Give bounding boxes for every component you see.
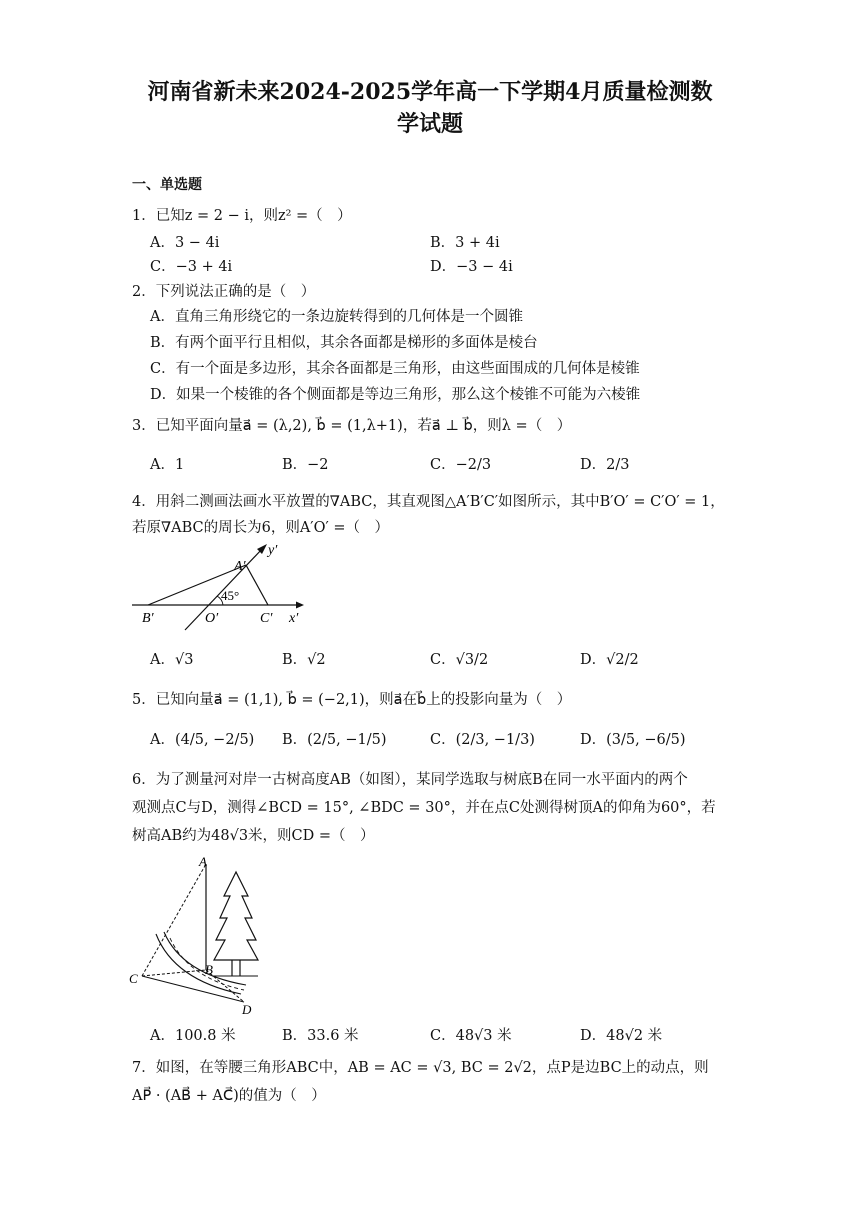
label-a: A′ xyxy=(234,559,246,574)
q1-option-c: C．−3 + 4i xyxy=(150,259,233,275)
label-c: C xyxy=(129,971,138,986)
q5-option-c: C．(2/3, −1/3) xyxy=(430,732,535,748)
q6-stem-line3: 树高AB约为48√3米，则CD =（ ） xyxy=(132,828,375,844)
q7-stem-line1: 7．如图，在等腰三角形ABC中，AB = AC = √3, BC = 2√2，点P是边BC上的动点，则 xyxy=(132,1060,709,1076)
label-d: D xyxy=(242,1002,252,1017)
x-axis-arrow xyxy=(296,602,304,609)
doc-title-line1: 河南省新未来2024-2025学年高一下学期4月质量检测数 xyxy=(147,79,713,105)
q2-option-b: B．有两个面平行且相似，其余各面都是梯形的多面体是棱台 xyxy=(150,335,538,351)
section-heading: 一、单选题 xyxy=(132,177,202,193)
label-y: y′ xyxy=(268,543,278,558)
label-c: C′ xyxy=(260,611,273,626)
q5-stem: 5．已知向量a⃗ = (1,1), b⃗ = (−2,1)，则a⃗在b⃗上的投影向量为（ ） xyxy=(132,692,572,708)
river-bank-1 xyxy=(156,934,241,994)
q6-option-d: D．48√2 米 xyxy=(580,1028,663,1044)
q3-option-a: A．1 xyxy=(150,457,185,473)
q3-option-b: B．−2 xyxy=(282,457,329,473)
q1-option-a: A．3 − 4i xyxy=(150,235,220,251)
label-a: A xyxy=(199,854,207,869)
q4-figure xyxy=(128,540,308,635)
river-bank-2 xyxy=(164,932,246,985)
sight-line-c-a xyxy=(142,864,206,976)
q2-option-d: D．如果一个棱锥的各个侧面都是等边三角形，那么这个棱锥不可能为六棱锥 xyxy=(150,387,641,403)
q1-stem: 1．已知z = 2 − i，则z² =（ ） xyxy=(132,208,352,224)
label-b: B′ xyxy=(142,611,154,626)
q4-option-b: B．√2 xyxy=(282,652,326,668)
q4-option-a: A．√3 xyxy=(150,652,194,668)
q2-stem: 2．下列说法正确的是（ ） xyxy=(132,284,316,300)
q5-option-a: A．(4/5, −2/5) xyxy=(150,732,255,748)
label-angle: 45° xyxy=(221,588,240,603)
doc-title-line2: 学试题 xyxy=(396,111,463,137)
q3-option-d: D．2/3 xyxy=(580,457,630,473)
q3-stem: 3．已知平面向量a⃗ = (λ,2), b⃗ = (1,λ+1)，若a⃗ ⊥ b⃗，则λ =（ ） xyxy=(132,418,572,434)
q2-option-c: C．有一个面是多边形，其余各面都是三角形，由这些面围成的几何体是棱锥 xyxy=(150,361,640,377)
segment-a-c xyxy=(246,565,268,605)
q4-stem-line2: 若原∇ABC的周长为6，则A′O′ =（ ） xyxy=(132,520,390,536)
line-c-d xyxy=(142,976,244,1002)
q4-stem-line1: 4．用斜二测画法画水平放置的∇ABC，其直观图△A′B′C′如图所示，其中B′O′ = C′O′ = 1， xyxy=(132,494,725,510)
q5-option-d: D．(3/5, −6/5) xyxy=(580,732,686,748)
q6-stem-line1: 6．为了测量河对岸一古树高度AB（如图），某同学选取与树底B在同一水平面内的两个 xyxy=(132,772,688,788)
q6-option-c: C．48√3 米 xyxy=(430,1028,512,1044)
sight-line-c-b xyxy=(142,970,206,976)
q1-option-b: B．3 + 4i xyxy=(430,235,500,251)
label-o: O′ xyxy=(205,611,219,626)
q7-stem-line2: AP⃗ · (AB⃗ + AC⃗)的值为（ ） xyxy=(132,1088,326,1104)
q6-option-b: B．33.6 米 xyxy=(282,1028,359,1044)
pine-tree xyxy=(214,872,258,960)
label-x: x′ xyxy=(289,611,299,626)
q4-option-d: D．√2/2 xyxy=(580,652,639,668)
label-b: B xyxy=(205,962,213,977)
q5-option-b: B．(2/5, −1/5) xyxy=(282,732,387,748)
q6-stem-line2: 观测点C与D，测得∠BCD = 15°, ∠BDC = 30°，并在点C处测得树顶A的仰角为60°，若 xyxy=(132,800,716,816)
q6-figure xyxy=(126,852,276,1017)
q1-option-d: D．−3 − 4i xyxy=(430,259,513,275)
q3-option-c: C．−2/3 xyxy=(430,457,492,473)
q4-option-c: C．√3/2 xyxy=(430,652,489,668)
q2-option-a: A．直角三角形绕它的一条边旋转得到的几何体是一个圆锥 xyxy=(150,309,523,325)
q6-option-a: A．100.8 米 xyxy=(150,1028,236,1044)
